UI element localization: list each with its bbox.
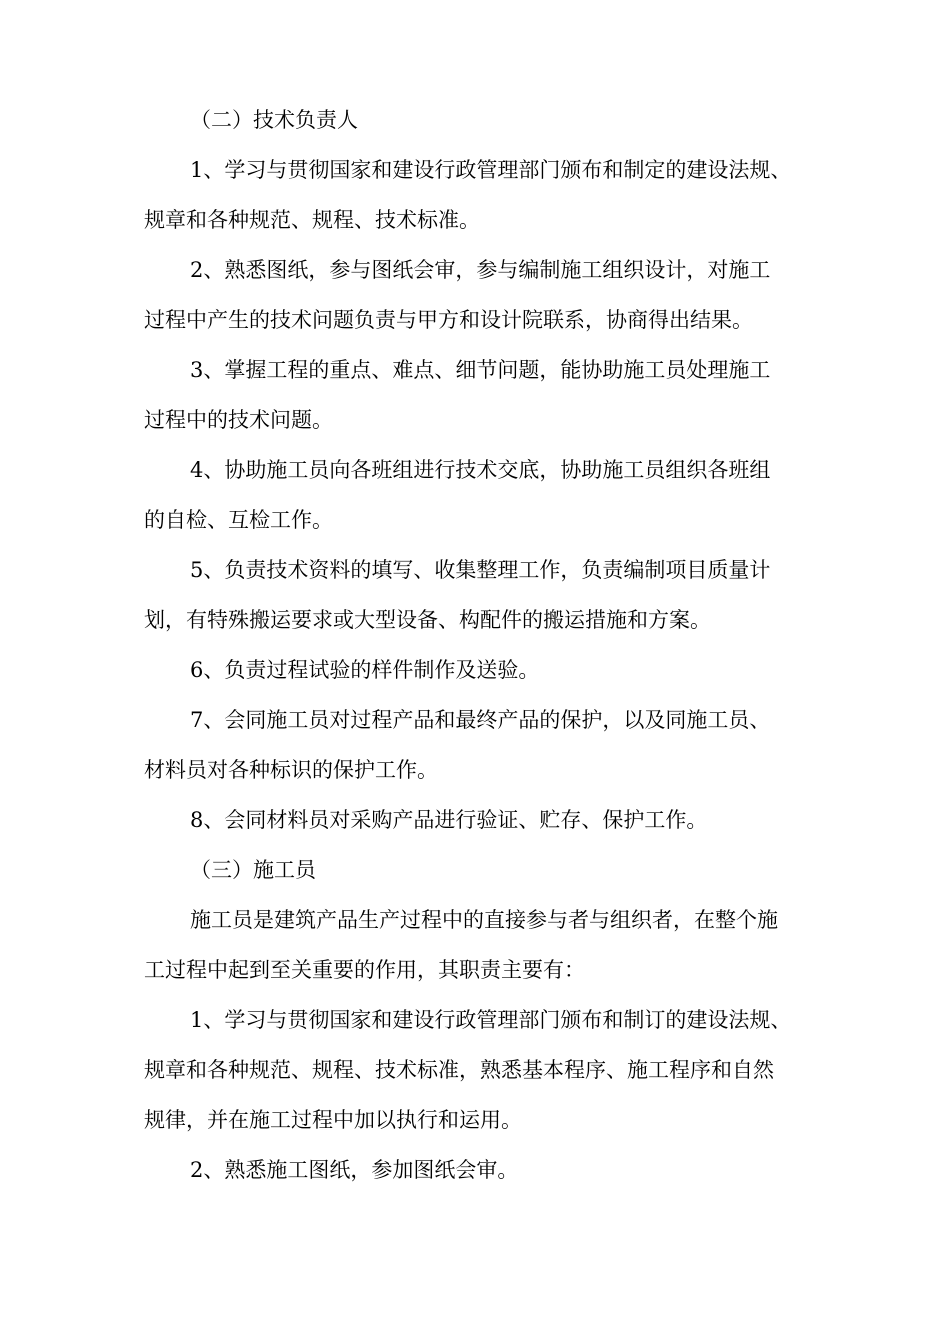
paragraph-line: 2、熟悉施工图纸，参加图纸会审。 bbox=[190, 1158, 519, 1182]
paragraph-line: 3、掌握工程的重点、难点、细节问题，能协助施工员处理施工 bbox=[190, 358, 771, 382]
paragraph-line: 1、学习与贯彻国家和建设行政管理部门颁布和制定的建设法规、 bbox=[190, 158, 792, 182]
section-heading-construction-worker: （三）施工员 bbox=[190, 858, 316, 882]
paragraph-line: 规章和各种规范、规程、技术标准，熟悉基本程序、施工程序和自然 bbox=[144, 1058, 774, 1082]
paragraph-line: 规章和各种规范、规程、技术标准。 bbox=[144, 208, 480, 232]
paragraph-line: 2、熟悉图纸，参与图纸会审，参与编制施工组织设计，对施工 bbox=[190, 258, 771, 282]
paragraph-line: 工过程中起到至关重要的作用，其职责主要有： bbox=[144, 958, 585, 982]
paragraph-line: 8、会同材料员对采购产品进行验证、贮存、保护工作。 bbox=[190, 808, 708, 832]
paragraph-line: 6、负责过程试验的样件制作及送验。 bbox=[190, 658, 540, 682]
paragraph-line: 过程中的技术问题。 bbox=[144, 408, 333, 432]
paragraph-line: 7、会同施工员对过程产品和最终产品的保护，以及同施工员、 bbox=[190, 708, 771, 732]
section-heading-technical-lead: （二）技术负责人 bbox=[190, 108, 358, 132]
paragraph-line: 划，有特殊搬运要求或大型设备、构配件的搬运措施和方案。 bbox=[144, 608, 711, 632]
paragraph-line: 规律，并在施工过程中加以执行和运用。 bbox=[144, 1108, 522, 1132]
paragraph-line: 4、协助施工员向各班组进行技术交底，协助施工员组织各班组 bbox=[190, 458, 771, 482]
paragraph-line: 过程中产生的技术问题负责与甲方和设计院联系，协商得出结果。 bbox=[144, 308, 753, 332]
paragraph-line: 5、负责技术资料的填写、收集整理工作，负责编制项目质量计 bbox=[190, 558, 771, 582]
paragraph-line: 的自检、互检工作。 bbox=[144, 508, 333, 532]
paragraph-line: 材料员对各种标识的保护工作。 bbox=[144, 758, 438, 782]
paragraph-line: 施工员是建筑产品生产过程中的直接参与者与组织者，在整个施 bbox=[190, 908, 778, 932]
paragraph-line: 1、学习与贯彻国家和建设行政管理部门颁布和制订的建设法规、 bbox=[190, 1008, 792, 1032]
